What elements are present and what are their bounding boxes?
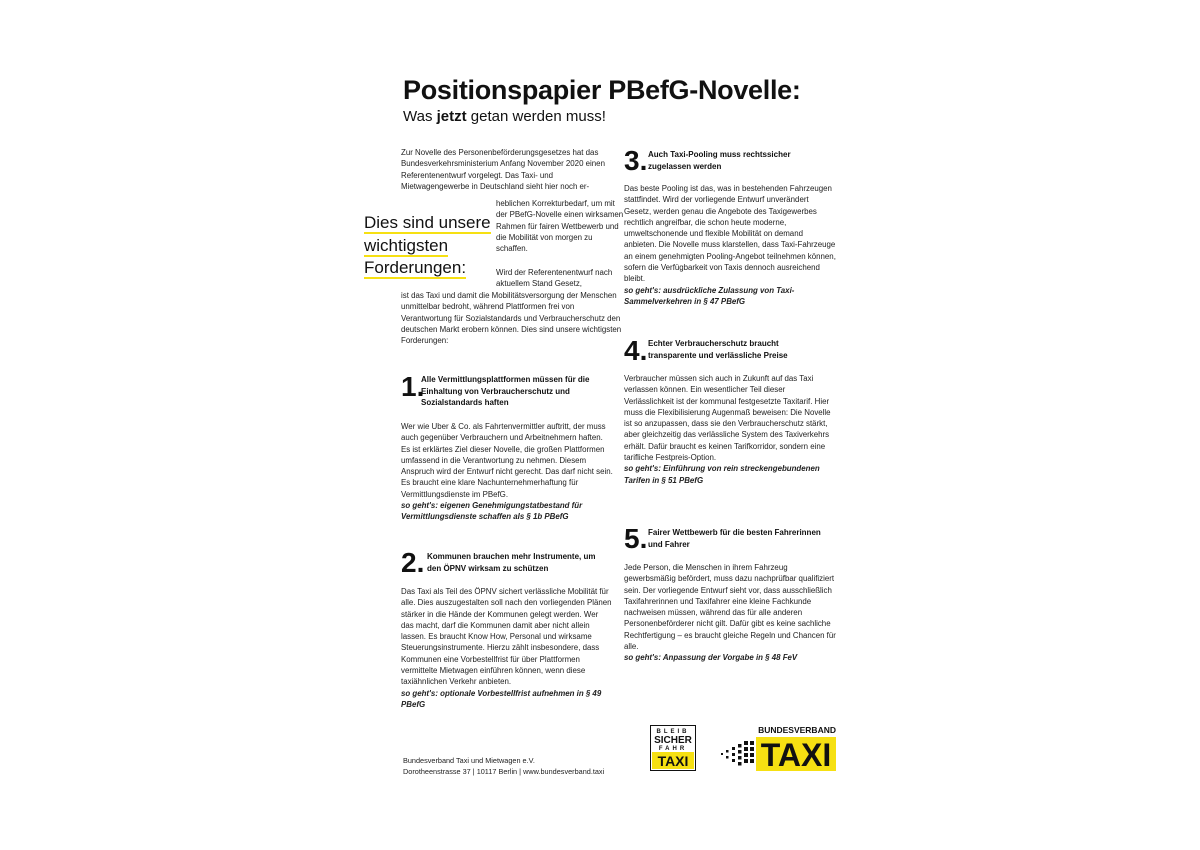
section-body: Wer wie Uber & Co. als Fahrtenvermittler auftritt, der muss auch gegenüber Verbrauchern und Arbeitnehmern haften. Es ist erklärtes Ziel dieser Novelle, die großen Plattformen umfassend in die Verantwortung zu nehmen. Diesem Anspruch wird der Entwurf nicht gerecht. Das darf nicht sein. Es braucht eine klare Nachunternehmerhaftung für Vermittlungsdienste im PBefG. so geht's: eigenen Genehmigungstatbestand für Vermittlungsdienste schaffen als § 1b PBefG <box>401 422 613 522</box>
page-title: Positionspapier PBefG-Novelle: <box>403 75 801 105</box>
intro-paragraph-3: Wird der Referentenentwurf nach aktuellem Stand Gesetz, <box>496 268 613 289</box>
logo-small-sub: FAHR <box>658 746 688 752</box>
section-how: so geht's: optionale Vorbestellfrist aufnehmen in § 49 PBefG <box>401 688 602 709</box>
logo-large-main: TAXI <box>760 737 832 772</box>
section-how: so geht's: eigenen Genehmigungstatbestand für Vermittlungsdienste schaffen als § 1b PBefG <box>401 501 583 522</box>
callout-line-3: Forderungen: <box>364 258 467 277</box>
section-heading: Auch Taxi-Pooling muss rechtssicher zugelassen werden <box>648 150 791 171</box>
section-heading: Alle Vermittlungsplattformen müssen für die Einhaltung von Verbraucherschutz und Sozialstandards haften <box>421 375 590 407</box>
logo-small-top: BLEIB <box>656 729 690 735</box>
footer-address <box>403 755 604 777</box>
callout-highlight <box>364 212 491 280</box>
section-body: Das beste Pooling ist das, was in bestehenden Fahrzeugen stattfindet. Wird der vorliegende Entwurf unverändert Gesetz, werden genau die Angebote des Taxigewerbes rechtlich angreifbar, die schon heute moderne, umweltschonende und flexible Mobilität on demand anbieten. Die Novelle muss klarstellen, dass Taxi-Fahrzeuge an einem genehmigten Pooling-Angebot teilnehmen können, sofern die Verfügbarkeit von Taxis dennoch ausreichend bleibt. so geht's: ausdrückliche Zulassung von Taxi-Sammelverkehren in § 47 PBefG <box>624 184 836 306</box>
intro-paragraph-4: ist das Taxi und damit die Mobilitätsversorgung der Menschen unmittelbar bedroht, während Plattformen frei von Verantwortung für Sozialstandards und Verbraucherschutz den deutschen Markt erobern können. Dies sind unsere wichtigsten Forderungen: <box>401 291 622 346</box>
footer-contact: Dorotheenstrasse 37 | 10117 Berlin | www.bundesverband.taxi <box>403 767 605 776</box>
section-number: 3. <box>624 145 648 176</box>
page-subtitle: Was jetzt getan werden muss! <box>403 108 606 125</box>
intro-paragraph-1: Zur Novelle des Personenbeförderungsgesetzes hat das Bundesverkehrsministerium Anfang November 2020 einen Referentenentwurf vorgelegt. Das Taxi- und Mietwagengewerbe in Deutschland sieht hier noch er- <box>401 148 605 191</box>
section-number: 4. <box>624 335 648 366</box>
section-body: Das Taxi als Teil des ÖPNV sichert verlässliche Mobilität für alle. Dies auszugestalten soll nach den vorliegenden Plänen stärker in die Hände der Kommunen gelegt werden. Wer das macht, darf die Kommunen damit aber nicht allein lassen. Es braucht Know How, Personal und wirksame Steuerungsinstrumente. Hierzu zählt insbesondere, dass Kommunen eine Vorbestellfrist für über Plattformen vermittelte Mietwagen einführen können, wenn diese taxiähnlichen Verkehr anbieten. so geht's: optionale Vorbestellfrist aufnehmen in § 49 PBefG <box>401 587 612 709</box>
section-number: 2. <box>401 547 425 578</box>
section-how: so geht's: Einführung von rein streckengebundenen Tarifen in § 51 PBefG <box>624 464 820 485</box>
section-heading: Kommunen brauchen mehr Instrumente, um den ÖPNV wirksam zu schützen <box>427 552 596 573</box>
logo-small-bottom: TAXI <box>657 753 689 769</box>
section-heading: Echter Verbraucherschutz braucht transparente und verlässliche Preise <box>648 339 788 360</box>
pixel-dots-icon <box>721 741 754 766</box>
footer-org: Bundesverband Taxi und Mietwagen e.V. <box>403 756 535 765</box>
section-how: so geht's: Anpassung der Vorgabe in § 48 FeV <box>624 653 798 663</box>
section-heading: Fairer Wettbewerb für die besten Fahrerinnen und Fahrer <box>648 528 821 549</box>
bleib-sicher-taxi-logo <box>650 725 696 771</box>
section-number: 5. <box>624 523 648 554</box>
section-body: Verbraucher müssen sich auch in Zukunft auf das Taxi verlassen können. Ein wesentlicher Teil dieser Verlässlichkeit ist der kommunal festgesetzte Taxitarif. Hier muss die Flexibilisierung Augenmaß beweisen: Die Novelle ist so anzupassen, dass sie den Verbraucherschutz stärkt, aber gleichzeitig das verlässliche System des Taxiverkehrs erhält. Dafür braucht es keinen Tarifkorridor, sondern eine tarifliche Festpreis-Option. so geht's: Einführung von rein streckengebundenen Tarifen in § 51 PBefG <box>624 374 831 485</box>
logo-small-mid: SICHER <box>654 735 692 746</box>
section-how: so geht's: ausdrückliche Zulassung von Taxi-Sammelverkehren in § 47 PBefG <box>624 285 795 306</box>
callout-line-2: wichtigsten <box>364 235 449 255</box>
logo-large-top: BUNDESVERBAND <box>758 725 836 735</box>
intro-paragraph-2: heblichen Korrekturbedarf, um mit der PBefG-Novelle einen wirksamen Rahmen für fairen Wettbewerb und die Mobilität von morgen zu schaffen. <box>496 199 624 254</box>
bundesverband-taxi-logo <box>720 724 836 772</box>
section-body: Jede Person, die Menschen in ihrem Fahrzeug gewerbsmäßig befördert, muss dazu nachprüfbar qualifiziert sein. Der vorliegende Entwurf sieht vor, dass ausschließlich Taxifahrerinnen und Taxifahrer eine kleine Fachkunde nachweisen müssen, während das für alle anderen Personenbeförderer nicht gilt. Dafür gibt es keine sachliche Rechtfertigung – es braucht gleiche Regeln und Chancen für alle. so geht's: Anpassung der Vorgabe in § 48 FeV <box>624 563 836 663</box>
section-number: 1. <box>401 371 425 402</box>
callout-line-1: Dies sind unsere <box>364 213 491 232</box>
